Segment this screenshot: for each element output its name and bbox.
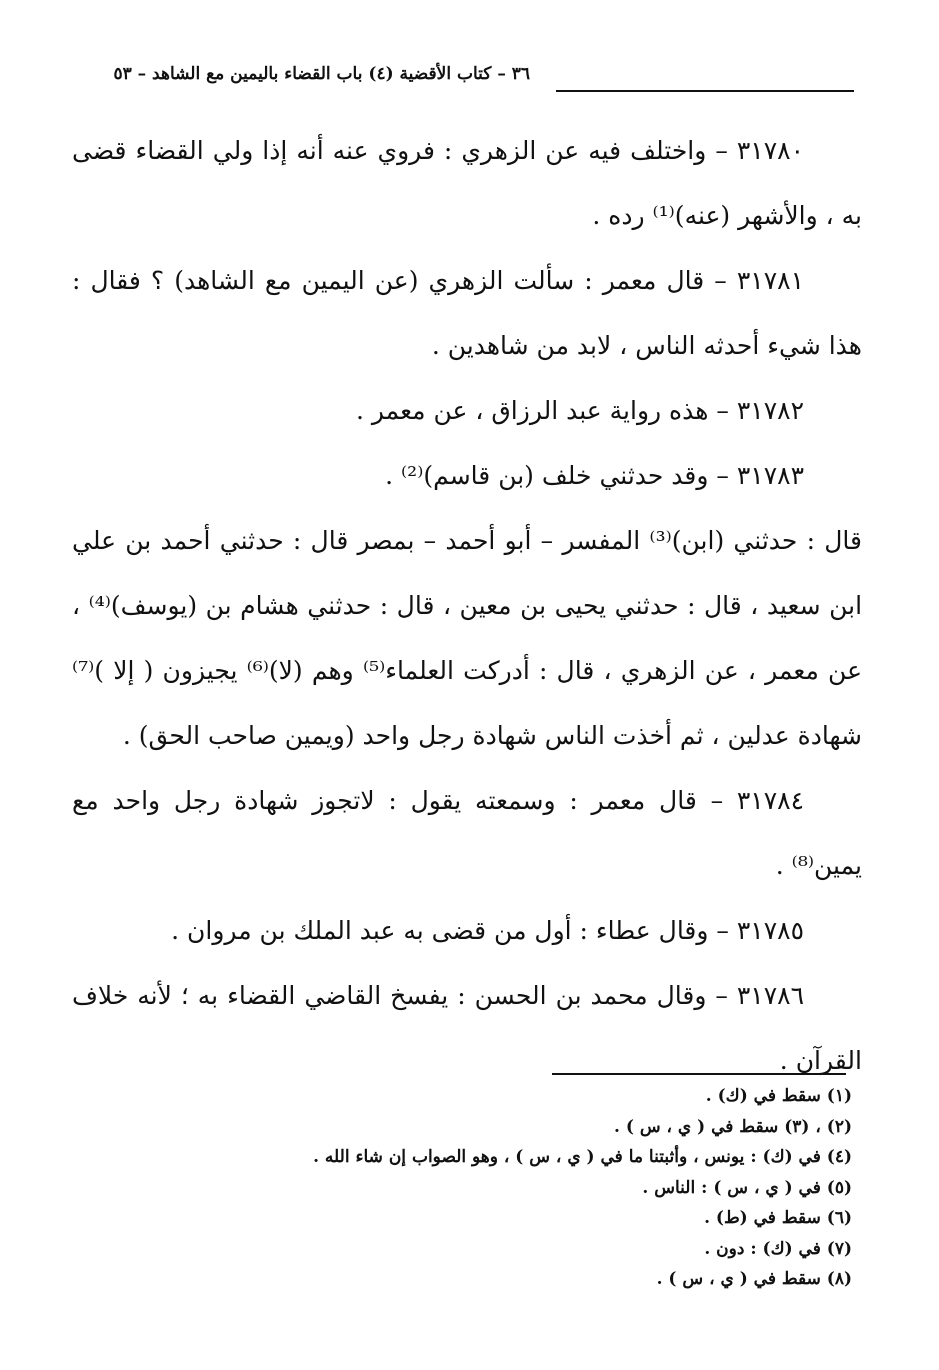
footnote-2-3: (٢) ، (٣) سقط في ( ي ، س ) . — [614, 1116, 852, 1137]
header-rule — [556, 90, 854, 92]
footnote-6: (٦) سقط في (ط) . — [704, 1208, 852, 1228]
footnote-7: (٧) في (ك) : دون . — [704, 1238, 852, 1259]
running-head: ٣٦ – كتاب الأقضية (٤) باب القضاء باليمين مع الشاهد – ٥٣ — [113, 64, 530, 84]
entry-31783: ٣١٧٨٣ – وقد حدثني خلف (بن قاسم)⁽²⁾ . — [385, 461, 804, 490]
entry-31785: ٣١٧٨٥ – وقال عطاء : أول من قضى به عبد الملك بن مروان . — [171, 916, 804, 945]
entry-31782: ٣١٧٨٢ – هذه رواية عبد الرزاق ، عن معمر . — [355, 396, 804, 425]
entry-31783-continuation: قال : حدثني (ابن)⁽³⁾ المفسر – أبو أحمد – بمصر قال : حدثني أحمد بن علي ابن سعيد ، قال : حدثني يحيى بن معين ، قال : حدثني هشام بن (يوسف)⁽⁴⁾ ، عن معمر ، عن الزهري ، قال : أدركت العلماء⁽⁵⁾ وهم (لا)⁽⁶⁾ يجيزون ( إلا )⁽⁷⁾ شهادة عدلين ، ثم أخذت الناس شهادة رجل واحد (ويمين صاحب الحق) . — [72, 526, 863, 750]
footnote-4: (٤) في (ك) : يونس ، وأثبتنا ما في ( ي ، س ) ، وهو الصواب إن شاء الله . — [313, 1147, 852, 1167]
footnote-8: (٨) سقط في ( ي ، س ) . — [656, 1269, 852, 1289]
entry-31786: ٣١٧٨٦ – وقال محمد بن الحسن : يفسخ القاضي القضاء به ؛ لأنه خلاف القرآن . — [72, 981, 862, 1075]
footnote-1: (١) سقط في (ك) . — [705, 1086, 852, 1106]
footnote-rule — [552, 1073, 846, 1075]
entry-31784: ٣١٧٨٤ – قال معمر : وسمعته يقول : لاتجوز شهادة رجل واحد مع يمين⁽⁸⁾ . — [72, 786, 862, 880]
entry-31780: ٣١٧٨٠ – واختلف فيه عن الزهري : فروي عنه أنه إذا ولي القضاء قضى به ، والأشهر (عنه)⁽¹⁾ رده . — [72, 136, 862, 230]
footnote-5: (٥) في ( ي ، س ) : الناس . — [642, 1177, 852, 1198]
main-text — [72, 118, 862, 1093]
footnotes — [90, 1081, 852, 1295]
entry-31781: ٣١٧٨١ – قال معمر : سألت الزهري (عن اليمين مع الشاهد) ؟ فقال : هذا شيء أحدثه الناس ، لابد من شاهدين . — [72, 266, 862, 360]
